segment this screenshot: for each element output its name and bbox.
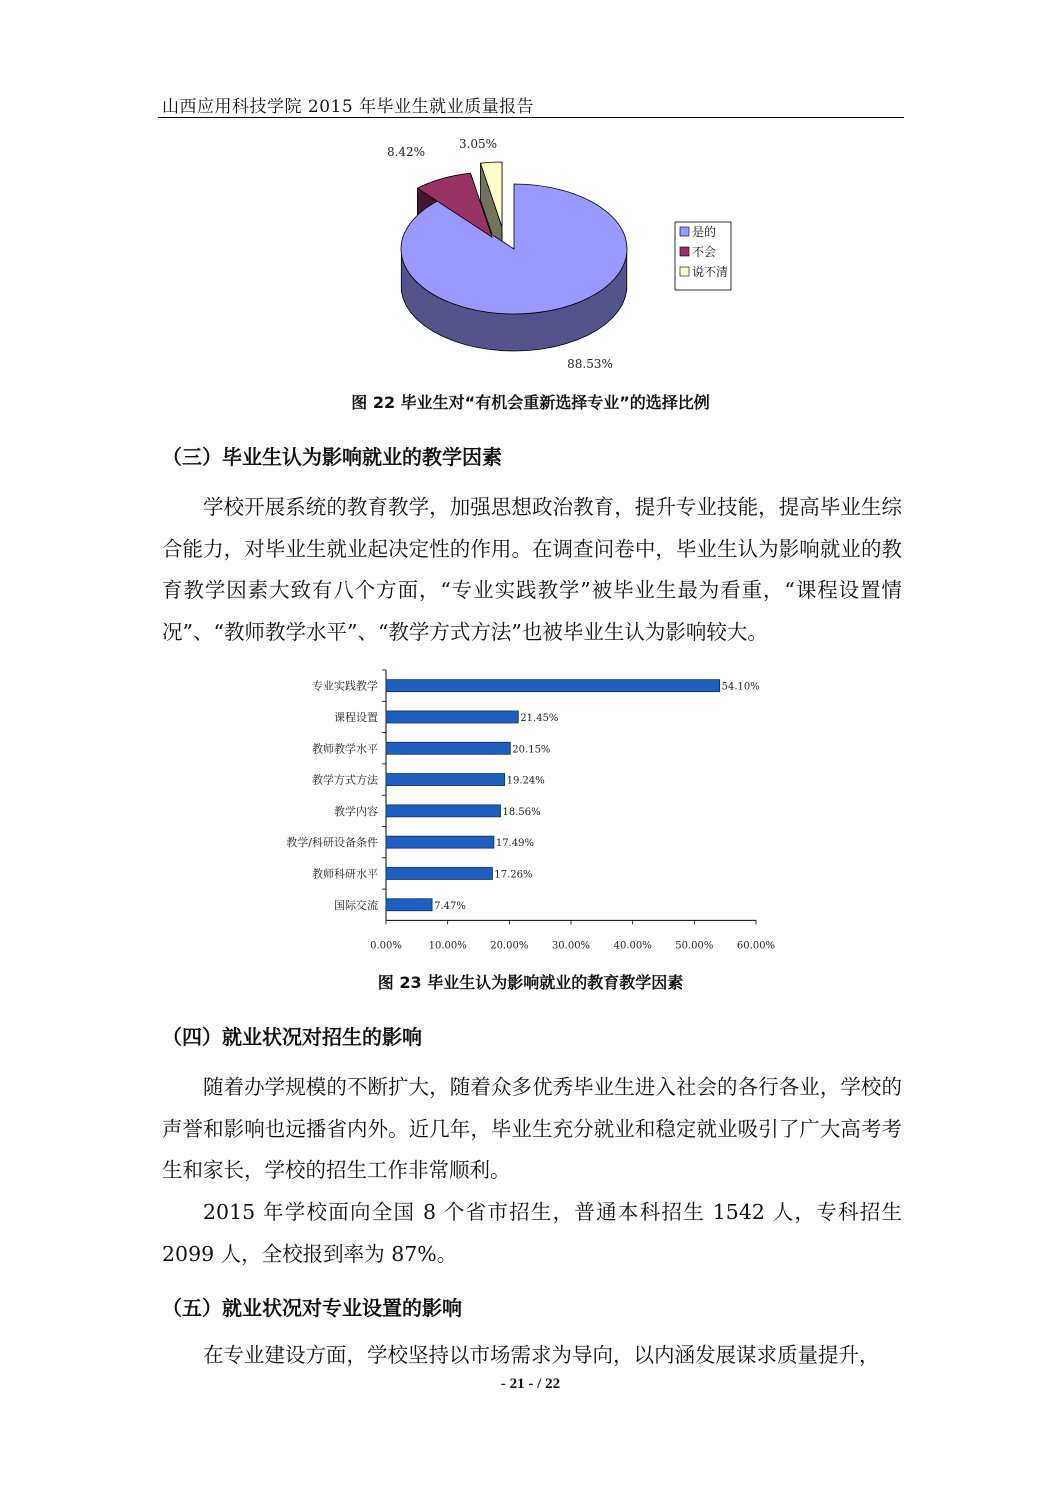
bar-专业实践教学	[386, 680, 720, 692]
section-4-heading: （四）就业状况对招生的影响	[162, 1025, 422, 1049]
legend-swatch	[680, 247, 689, 256]
figure-22-caption: 图 22 毕业生对“有机会重新选择专业”的选择比例	[351, 393, 710, 412]
legend-swatch	[680, 227, 689, 236]
category-label: 专业实践教学	[312, 679, 378, 693]
category-label: 课程设置	[334, 710, 378, 724]
legend-label: 不会	[692, 245, 717, 259]
figure-23-caption: 图 23 毕业生认为影响就业的教育教学因素	[377, 973, 684, 992]
x-tick-label: 0.00%	[370, 940, 402, 952]
bar-value-label: 7.47%	[434, 900, 466, 912]
x-tick-label: 60.00%	[736, 940, 776, 952]
x-tick-label: 40.00%	[613, 940, 652, 952]
pie-value-label: 3.05%	[458, 137, 498, 151]
x-tick-label: 20.00%	[490, 940, 529, 952]
category-label: 教学方式方法	[312, 773, 378, 787]
section-3-heading: （三）毕业生认为影响就业的教学因素	[162, 445, 502, 469]
category-label: 教师教学水平	[312, 742, 378, 756]
section-3-paragraph: 学校开展系统的教育教学，加强思想政治教育，提升专业技能，提高毕业生综合能力，对毕业生就业起决定性的作用。在调查问卷中，毕业生认为影响就业的教育教学因素大致有八个方面，“专业实践教学”被毕业生最为看重，“课程设置情况”、“教师教学水平”、“教学方式方法”也被毕业生认为影响较大。	[162, 495, 902, 644]
section-5-paragraph: 在专业建设方面，学校坚持以市场需求为导向，以内涵发展谋求质量提升，	[203, 1343, 880, 1367]
page-number: - 21 - / 22	[500, 1376, 561, 1392]
legend-label: 说不清	[692, 265, 729, 279]
legend-label: 是的	[692, 225, 717, 239]
pie-value-label: 88.53%	[567, 357, 613, 371]
bar-教学方式方法	[386, 774, 505, 786]
bar-chart	[270, 662, 800, 952]
section-5-heading: （五）就业状况对专业设置的影响	[162, 1296, 462, 1320]
section-4-paragraph-2: 2015 年学校面向全国 8 个省市招生，普通本科招生 1542 人，专科招生 2099 人，全校报到率为 87%。	[162, 1200, 902, 1266]
bar-value-label: 17.49%	[495, 838, 535, 850]
x-tick-label: 30.00%	[551, 940, 591, 952]
bar-value-label: 17.26%	[494, 869, 533, 881]
bar-教学/科研设备条件	[386, 836, 494, 848]
bar-value-label: 54.10%	[721, 681, 760, 693]
x-tick-label: 50.00%	[675, 940, 714, 952]
bar-value-label: 19.24%	[506, 775, 545, 787]
bar-value-label: 21.45%	[520, 712, 559, 724]
bar-value-label: 20.15%	[512, 744, 551, 756]
bar-教师教学水平	[386, 742, 510, 754]
bar-国际交流	[386, 899, 432, 911]
report-header-title: 山西应用科技学院 2015 年毕业生就业质量报告	[162, 97, 535, 117]
bar-value-label: 18.56%	[502, 806, 541, 818]
category-label: 教师科研水平	[312, 867, 378, 881]
section-4-paragraph-1: 随着办学规模的不断扩大，随着众多优秀毕业生进入社会的各行各业，学校的声誉和影响也远播省内外。近几年，毕业生充分就业和稳定就业吸引了广大高考考生和家长，学校的招生工作非常顺利。	[162, 1075, 902, 1182]
category-label: 国际交流	[334, 898, 378, 912]
pie-value-label: 8.42%	[386, 145, 426, 159]
header-divider	[158, 117, 904, 118]
bar-教学内容	[386, 805, 501, 817]
category-label: 教学/科研设备条件	[286, 836, 378, 850]
category-label: 教学内容	[334, 804, 378, 818]
pie-chart	[380, 132, 760, 380]
pie-slice-是的	[401, 184, 627, 314]
x-tick-label: 10.00%	[428, 940, 467, 952]
legend-swatch	[680, 267, 689, 276]
bar-课程设置	[386, 711, 518, 723]
bar-教师科研水平	[386, 867, 492, 879]
